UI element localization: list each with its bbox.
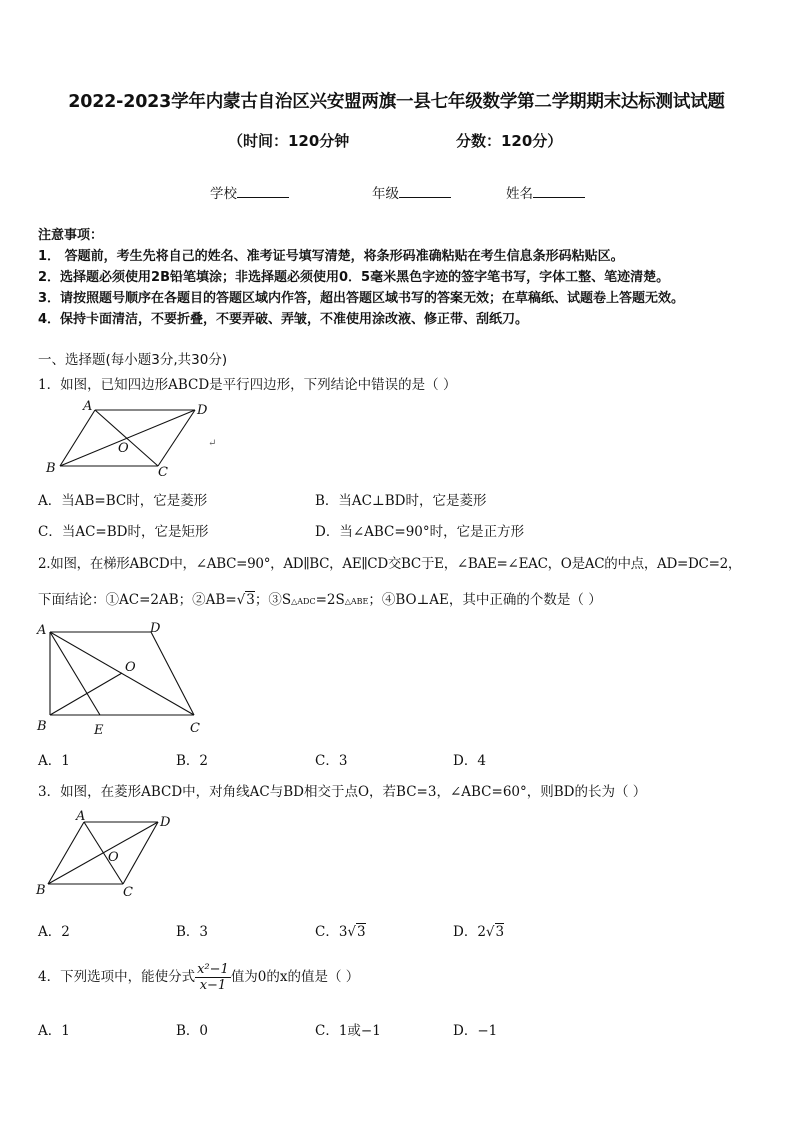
school-label: 学校	[210, 186, 237, 202]
q4-option-b: B．0	[176, 1023, 209, 1039]
q2-label-o: O	[125, 660, 136, 675]
q3-option-d-radicand: 3	[495, 924, 505, 940]
q4-frac-num: x²−1	[197, 962, 229, 977]
q2-label-e: E	[94, 723, 104, 738]
q2-label-d: D	[150, 621, 161, 636]
q2-sub-adc: △ADC	[291, 597, 316, 606]
q4-fraction	[195, 962, 231, 993]
q2-text-c: =2S	[315, 592, 345, 608]
q3-option-c-radicand: 3	[357, 924, 366, 940]
q2-sub-abe: △ABE	[344, 597, 369, 606]
sqrt-icon: √	[236, 592, 246, 608]
q3-option-a: A．2	[38, 924, 70, 940]
sqrt-icon: √	[347, 924, 357, 940]
sqrt-icon: √	[485, 924, 495, 940]
grade-field	[372, 182, 451, 202]
q2-stem: 2.如图，在梯形ABCD中，∠ABC=90°，AD∥BC，AE∥CD交BC于E，∠BAE=∠EAC，O是AC的中点，AD=DC=2，	[38, 556, 742, 572]
q1-option-a: A．当AB=BC时，它是菱形	[38, 493, 208, 509]
q2-statements	[38, 588, 602, 608]
q1-option-c: C．当AC=BD时，它是矩形	[38, 524, 209, 540]
q2-label-c: C	[190, 721, 200, 736]
q4-option-a: A．1	[38, 1023, 70, 1039]
q2-option-b: B．2	[176, 753, 209, 769]
notice-item-4: 4．保持卡面清洁，不要折叠，不要弄破、弄皱，不准使用涂改液、修正带、刮纸刀。	[38, 312, 529, 327]
q2-radicand: 3	[246, 592, 255, 608]
q3-label-a: A	[76, 809, 86, 824]
q3-label-d: D	[160, 815, 171, 830]
q1-label-a: A	[83, 399, 93, 414]
q3-label-b: B	[36, 883, 46, 898]
q2-label-b: B	[37, 719, 47, 734]
q3-option-c	[315, 920, 366, 940]
name-blank	[533, 185, 585, 198]
q4-option-c: C．1或−1	[315, 1023, 381, 1039]
q4-stem-a: 4．下列选项中，能使分式	[38, 969, 196, 985]
q2-text-b: ；③S	[254, 592, 292, 608]
q1-label-c: C	[158, 465, 168, 480]
q3-option-b: B．3	[176, 924, 209, 940]
notice-item-2: 2．选择题必须使用2B铅笔填涂；非选择题必须使用0．5毫米黑色字迹的签字笔书写，字体工整、笔迹清楚。	[38, 270, 670, 285]
exam-score: 分数：120分）	[456, 132, 563, 150]
exam-time: （时间：120分钟	[228, 132, 350, 150]
notice-item-3: 3．请按照题号顺序在各题目的答题区域内作答，超出答题区域书写的答案无效；在草稿纸、试题卷上答题无效。	[38, 291, 685, 306]
grade-blank	[399, 185, 451, 198]
q4-stem-b: 值为0的x的值是（ ）	[230, 969, 360, 985]
q3-stem: 3．如图，在菱形ABCD中，对角线AC与BD相交于点O，若BC=3，∠ABC=60°，则BD的长为（ ）	[38, 784, 647, 800]
q1-option-b: B．当AC⊥BD时，它是菱形	[315, 493, 487, 509]
q3-option-d-text: D．2	[453, 924, 486, 940]
q1-label-b: B	[46, 461, 56, 476]
q2-figure	[34, 618, 214, 740]
q4-stem	[38, 962, 359, 993]
name-field	[506, 182, 585, 202]
grade-label: 年级	[372, 186, 399, 202]
q2-option-a: A．1	[38, 753, 70, 769]
q2-option-d: D．4	[453, 753, 486, 769]
q3-option-c-text: C．3	[315, 924, 348, 940]
notice-heading: 注意事项：	[38, 228, 104, 243]
return-mark-icon: ↵	[208, 438, 217, 449]
q3-figure	[34, 806, 184, 900]
q1-label-d: D	[197, 403, 208, 418]
school-field	[210, 182, 289, 202]
q1-option-d: D．当∠ABC=90°时，它是正方形	[315, 524, 525, 540]
q3-label-c: C	[123, 885, 133, 900]
q2-option-c: C．3	[315, 753, 348, 769]
q2-label-a: A	[37, 623, 47, 638]
q1-stem: 1．如图，已知四边形ABCD是平行四边形，下列结论中错误的是（ ）	[38, 377, 457, 393]
q4-frac-den: x−1	[199, 978, 227, 993]
q1-figure	[40, 396, 230, 480]
q3-label-o: O	[108, 850, 119, 865]
q2-text-d: ；④BO⊥AE，其中正确的个数是（ ）	[368, 592, 602, 608]
q4-option-d: D．−1	[453, 1023, 498, 1039]
q1-label-o: O	[118, 441, 129, 456]
q2-text-a: 下面结论：①AC=2AB；②AB=	[38, 592, 237, 608]
name-label: 姓名	[506, 186, 533, 202]
section-heading: 一、选择题(每小题3分,共30分)	[38, 352, 228, 368]
school-blank	[237, 185, 289, 198]
q3-option-d	[453, 920, 504, 940]
page-title: 2022-2023学年内蒙古自治区兴安盟两旗一县七年级数学第二学期期末达标测试试题	[68, 92, 725, 112]
notice-item-1: 1． 答题前，考生先将自己的姓名、准考证号填写清楚，将条形码准确粘贴在考生信息条形码粘贴区。	[38, 249, 624, 264]
